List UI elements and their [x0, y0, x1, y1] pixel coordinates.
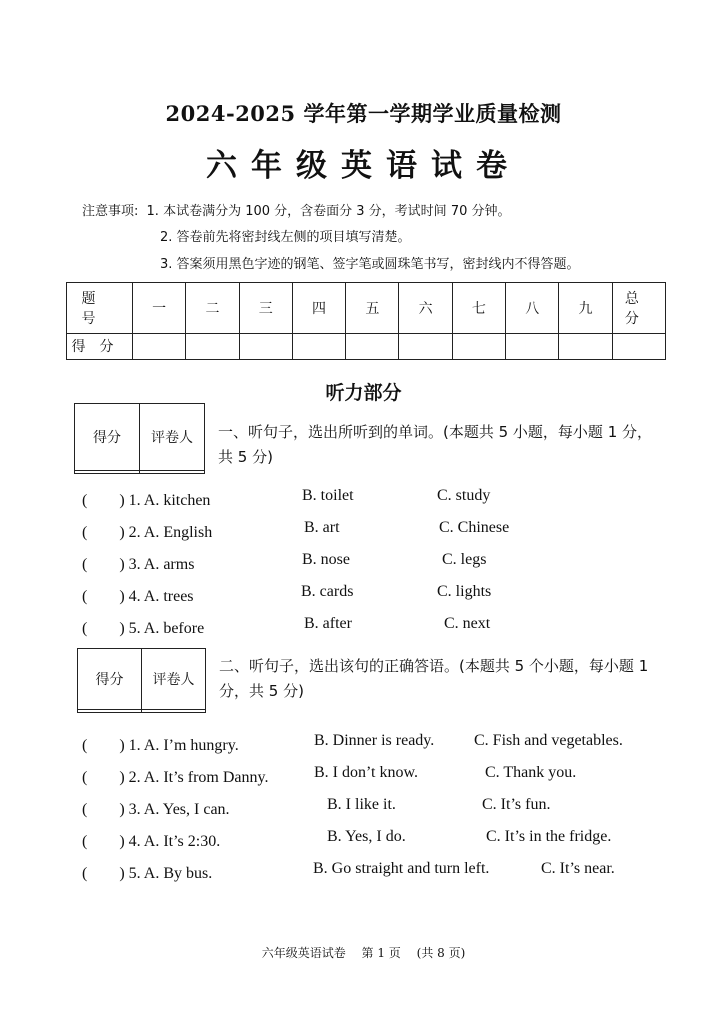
q2-1-option-a: ( ) 1. A. I’m hungry.: [82, 737, 239, 754]
footer-total-pages: (共 8 页): [416, 946, 466, 960]
col-header: 二: [186, 283, 239, 334]
exam-title: 2024-2025 学年第一学期学业质量检测: [165, 101, 562, 126]
notes-item-3: 3. 答案须用黑色字迹的钢笔、签字笔或圆珠笔书写，密封线内不得答题。: [160, 257, 580, 272]
q2-4-option-b: B. Yes, I do.: [327, 828, 406, 845]
score-cell-total[interactable]: [612, 333, 665, 359]
score-cell[interactable]: [346, 333, 399, 359]
col-header: 三: [239, 283, 292, 334]
col-header: 四: [292, 283, 345, 334]
q1-1-option-c: C. study: [437, 487, 491, 504]
grader-box-part1: [74, 403, 205, 474]
q2-3-option-c: C. It’s fun.: [482, 796, 551, 813]
grader-reviewer-cell[interactable]: [140, 470, 205, 473]
footer-page-number: 第 1 页: [361, 946, 401, 960]
score-cell[interactable]: [133, 333, 186, 359]
col-header-total: 总分: [612, 283, 665, 334]
q2-4-option-a: ( ) 4. A. It’s 2:30.: [82, 833, 221, 850]
section-title-listening: 听力部分: [325, 382, 402, 404]
q1-2-option-c: C. Chinese: [439, 519, 510, 536]
q2-4-option-c: C. It’s in the fridge.: [486, 828, 612, 845]
col-header: 九: [559, 283, 612, 334]
score-table-score-row: [67, 333, 666, 359]
q2-3-option-a: ( ) 3. A. Yes, I can.: [82, 801, 230, 818]
grader-score-cell[interactable]: [75, 470, 140, 473]
q1-4-option-c: C. lights: [437, 583, 492, 600]
grader-reviewer-label: 评卷人: [142, 649, 206, 710]
grader-reviewer-label: 评卷人: [140, 404, 205, 471]
q2-1-option-c: C. Fish and vegetables.: [474, 732, 623, 749]
score-cell[interactable]: [452, 333, 505, 359]
score-cell[interactable]: [399, 333, 452, 359]
col-header: 五: [346, 283, 399, 334]
q1-3-option-a: ( ) 3. A. arms: [82, 556, 195, 573]
row-label-question: 题号: [67, 283, 133, 334]
score-table-header-row: [67, 283, 666, 334]
q1-5-option-b: B. after: [304, 615, 352, 632]
score-cell[interactable]: [559, 333, 612, 359]
q1-1-option-a: ( ) 1. A. kitchen: [82, 492, 211, 509]
score-cell[interactable]: [506, 333, 559, 359]
grader-score-label: 得分: [78, 649, 142, 710]
q1-5-option-c: C. next: [444, 615, 491, 632]
part1-heading: 一、听句子，选出所听到的单词。(本题共 5 小题，每小题 1 分，共 5 分): [218, 423, 653, 466]
q1-3-option-b: B. nose: [302, 551, 350, 568]
score-table: [66, 282, 666, 360]
score-cell[interactable]: [239, 333, 292, 359]
q1-5-option-a: ( ) 5. A. before: [82, 620, 205, 637]
grader-reviewer-cell[interactable]: [142, 710, 206, 713]
notes-label: 注意事项:: [82, 204, 139, 219]
row-label-score: 得分: [67, 333, 133, 359]
q2-5-option-b: B. Go straight and turn left.: [313, 860, 490, 877]
q1-2-option-b: B. art: [304, 519, 340, 536]
q2-2-option-a: ( ) 2. A. It’s from Danny.: [82, 769, 269, 786]
grader-score-cell[interactable]: [78, 710, 142, 713]
score-cell[interactable]: [186, 333, 239, 359]
grader-box-part2: [77, 648, 206, 713]
col-header: 一: [133, 283, 186, 334]
col-header: 八: [506, 283, 559, 334]
score-cell[interactable]: [292, 333, 345, 359]
q2-5-option-c: C. It’s near.: [541, 860, 615, 877]
part2-heading: 二、听句子，选出该句的正确答语。(本题共 5 个小题，每小题 1 分，共 5 分): [219, 657, 649, 700]
exam-subtitle: 六年级英语试卷: [206, 148, 521, 184]
q1-4-option-b: B. cards: [301, 583, 354, 600]
q1-3-option-c: C. legs: [442, 551, 487, 568]
notes-item-2: 2. 答卷前先将密封线左侧的项目填写清楚。: [160, 230, 411, 245]
notes-line-1: [82, 200, 511, 219]
q2-1-option-b: B. Dinner is ready.: [314, 732, 435, 749]
q1-4-option-a: ( ) 4. A. trees: [82, 588, 194, 605]
grader-score-label: 得分: [75, 404, 140, 471]
q1-1-option-b: B. toilet: [302, 487, 354, 504]
q2-2-option-c: C. Thank you.: [485, 764, 577, 781]
col-header: 七: [452, 283, 505, 334]
footer-exam-name: 六年级英语试卷: [261, 946, 346, 960]
notes-item-1: 1. 本试卷满分为 100 分，含卷面分 3 分，考试时间 70 分钟。: [146, 204, 511, 219]
q2-3-option-b: B. I like it.: [327, 796, 396, 813]
q2-2-option-b: B. I don’t know.: [314, 764, 418, 781]
page-footer: [0, 944, 727, 961]
q2-5-option-a: ( ) 5. A. By bus.: [82, 865, 213, 882]
col-header: 六: [399, 283, 452, 334]
q1-2-option-a: ( ) 2. A. English: [82, 524, 213, 541]
